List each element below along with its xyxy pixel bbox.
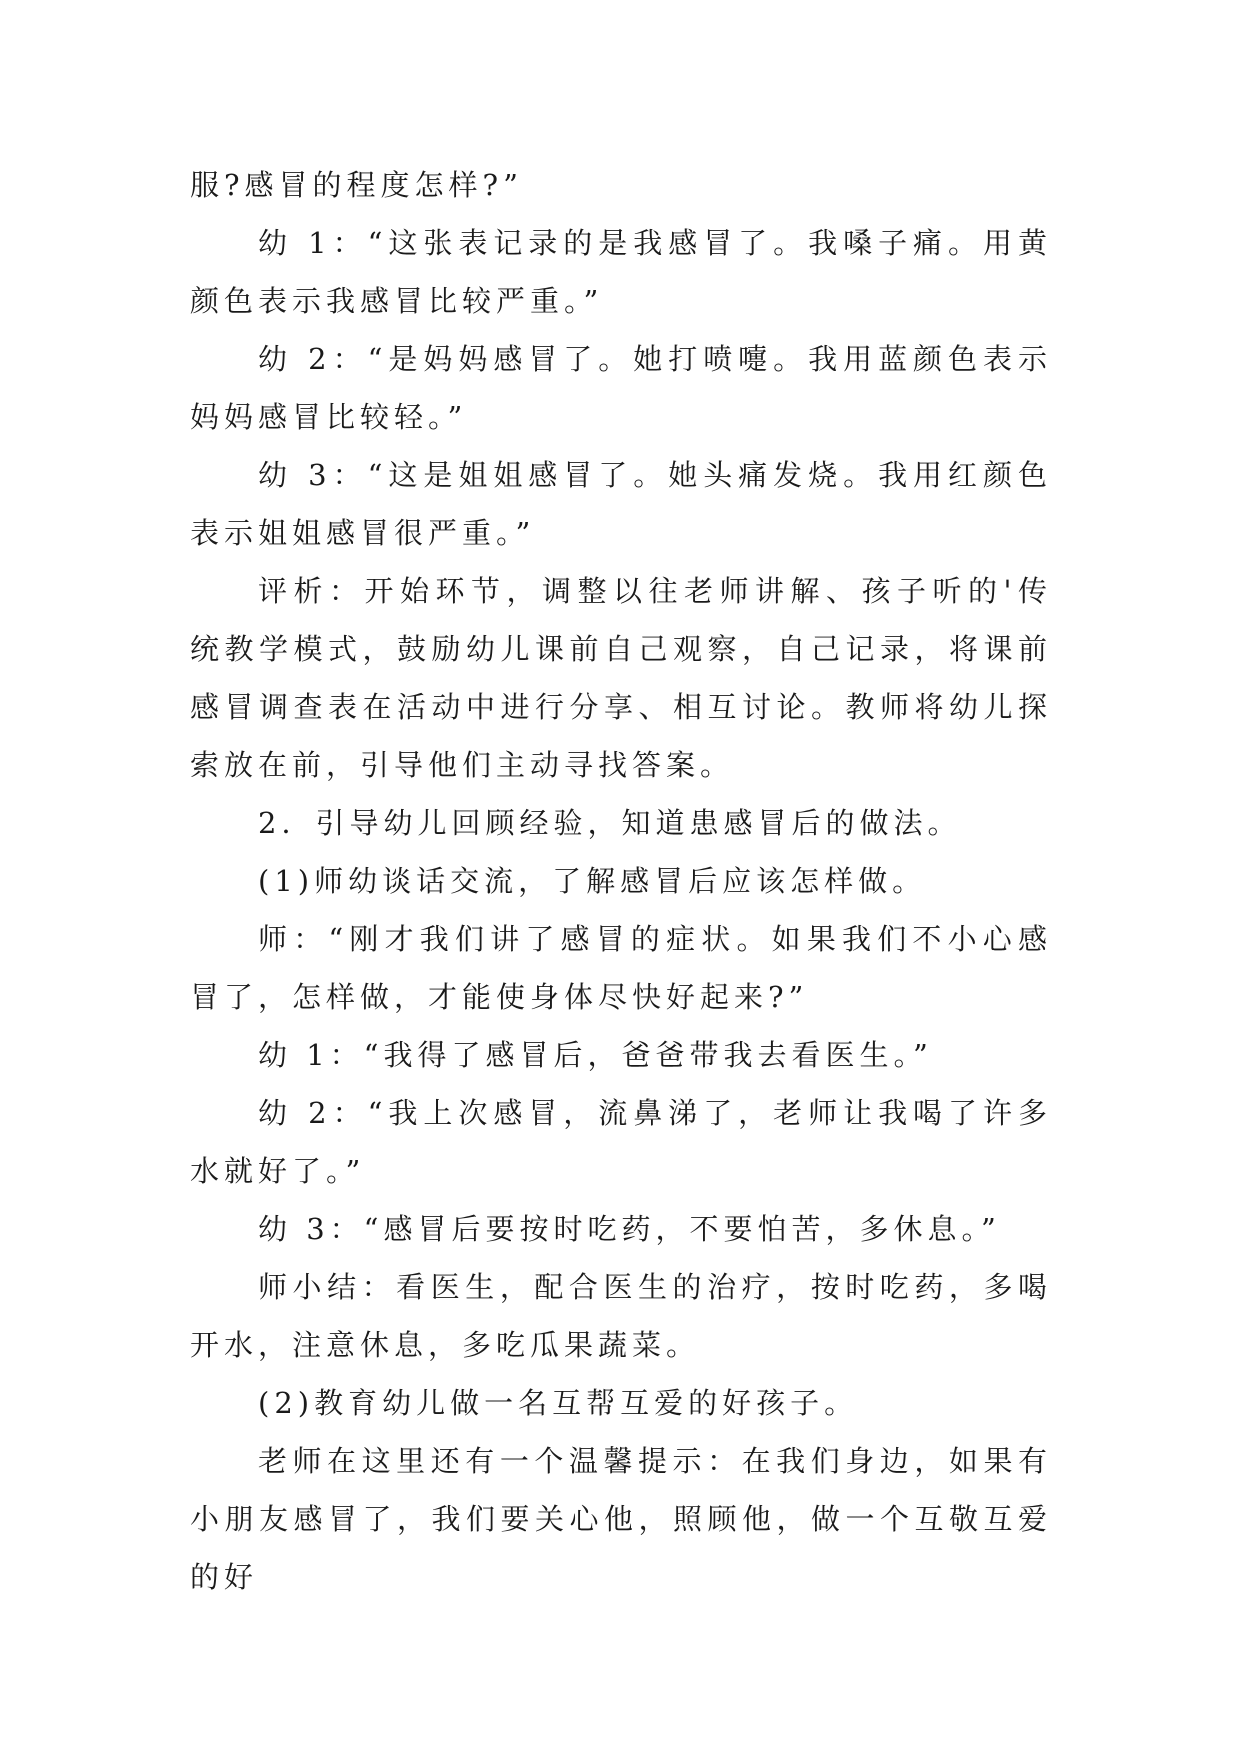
paragraph-child-2-answer: 幼 2：“是妈妈感冒了。她打喷嚏。我用蓝颜色表示妈妈感冒比较轻。” (190, 342, 1052, 434)
paragraph-continuation: 服?感冒的程度怎样?” (190, 168, 523, 202)
paragraph-teacher-tip: 老师在这里还有一个温馨提示：在我们身边，如果有小朋友感冒了，我们要关心他，照顾他，做一个互敬互爱的好 (190, 1444, 1052, 1594)
paragraph-child-3-answer: 幼 3：“这是姐姐感冒了。她头痛发烧。我用红颜色表示姐姐感冒很严重。” (190, 458, 1052, 550)
paragraph-subsection-2: (2)教育幼儿做一名互帮互爱的好孩子。 (258, 1386, 859, 1420)
paragraph-teacher-summary: 师小结：看医生，配合医生的治疗，按时吃药，多喝开水，注意休息，多吃瓜果蔬菜。 (190, 1270, 1052, 1362)
paragraph-child-1-reply: 幼 1：“我得了感冒后，爸爸带我去看医生。” (258, 1038, 933, 1072)
paragraph-teacher-question: 师：“刚才我们讲了感冒的症状。如果我们不小心感冒了，怎样做，才能使身体尽快好起来?” (190, 922, 1052, 1014)
body-text (190, 156, 1052, 1606)
paragraph-child-3-reply: 幼 3：“感冒后要按时吃药，不要怕苦，多休息。” (258, 1212, 1001, 1246)
paragraph-subsection-1: (1)师幼谈话交流，了解感冒后应该怎样做。 (258, 864, 927, 898)
paragraph-child-2-reply: 幼 2：“我上次感冒，流鼻涕了，老师让我喝了许多水就好了。” (190, 1096, 1052, 1188)
paragraph-section-2-heading: 2．引导幼儿回顾经验，知道患感冒后的做法。 (258, 806, 962, 840)
paragraph-child-1-answer: 幼 1：“这张表记录的是我感冒了。我嗓子痛。用黄颜色表示我感冒比较严重。” (190, 226, 1052, 318)
paragraph-analysis: 评析：开始环节，调整以往老师讲解、孩子听的'传统教学模式，鼓励幼儿课前自己观察，自己记录，将课前感冒调查表在活动中进行分享、相互讨论。教师将幼儿探索放在前，引导他们主动寻找答案。 (190, 574, 1052, 782)
